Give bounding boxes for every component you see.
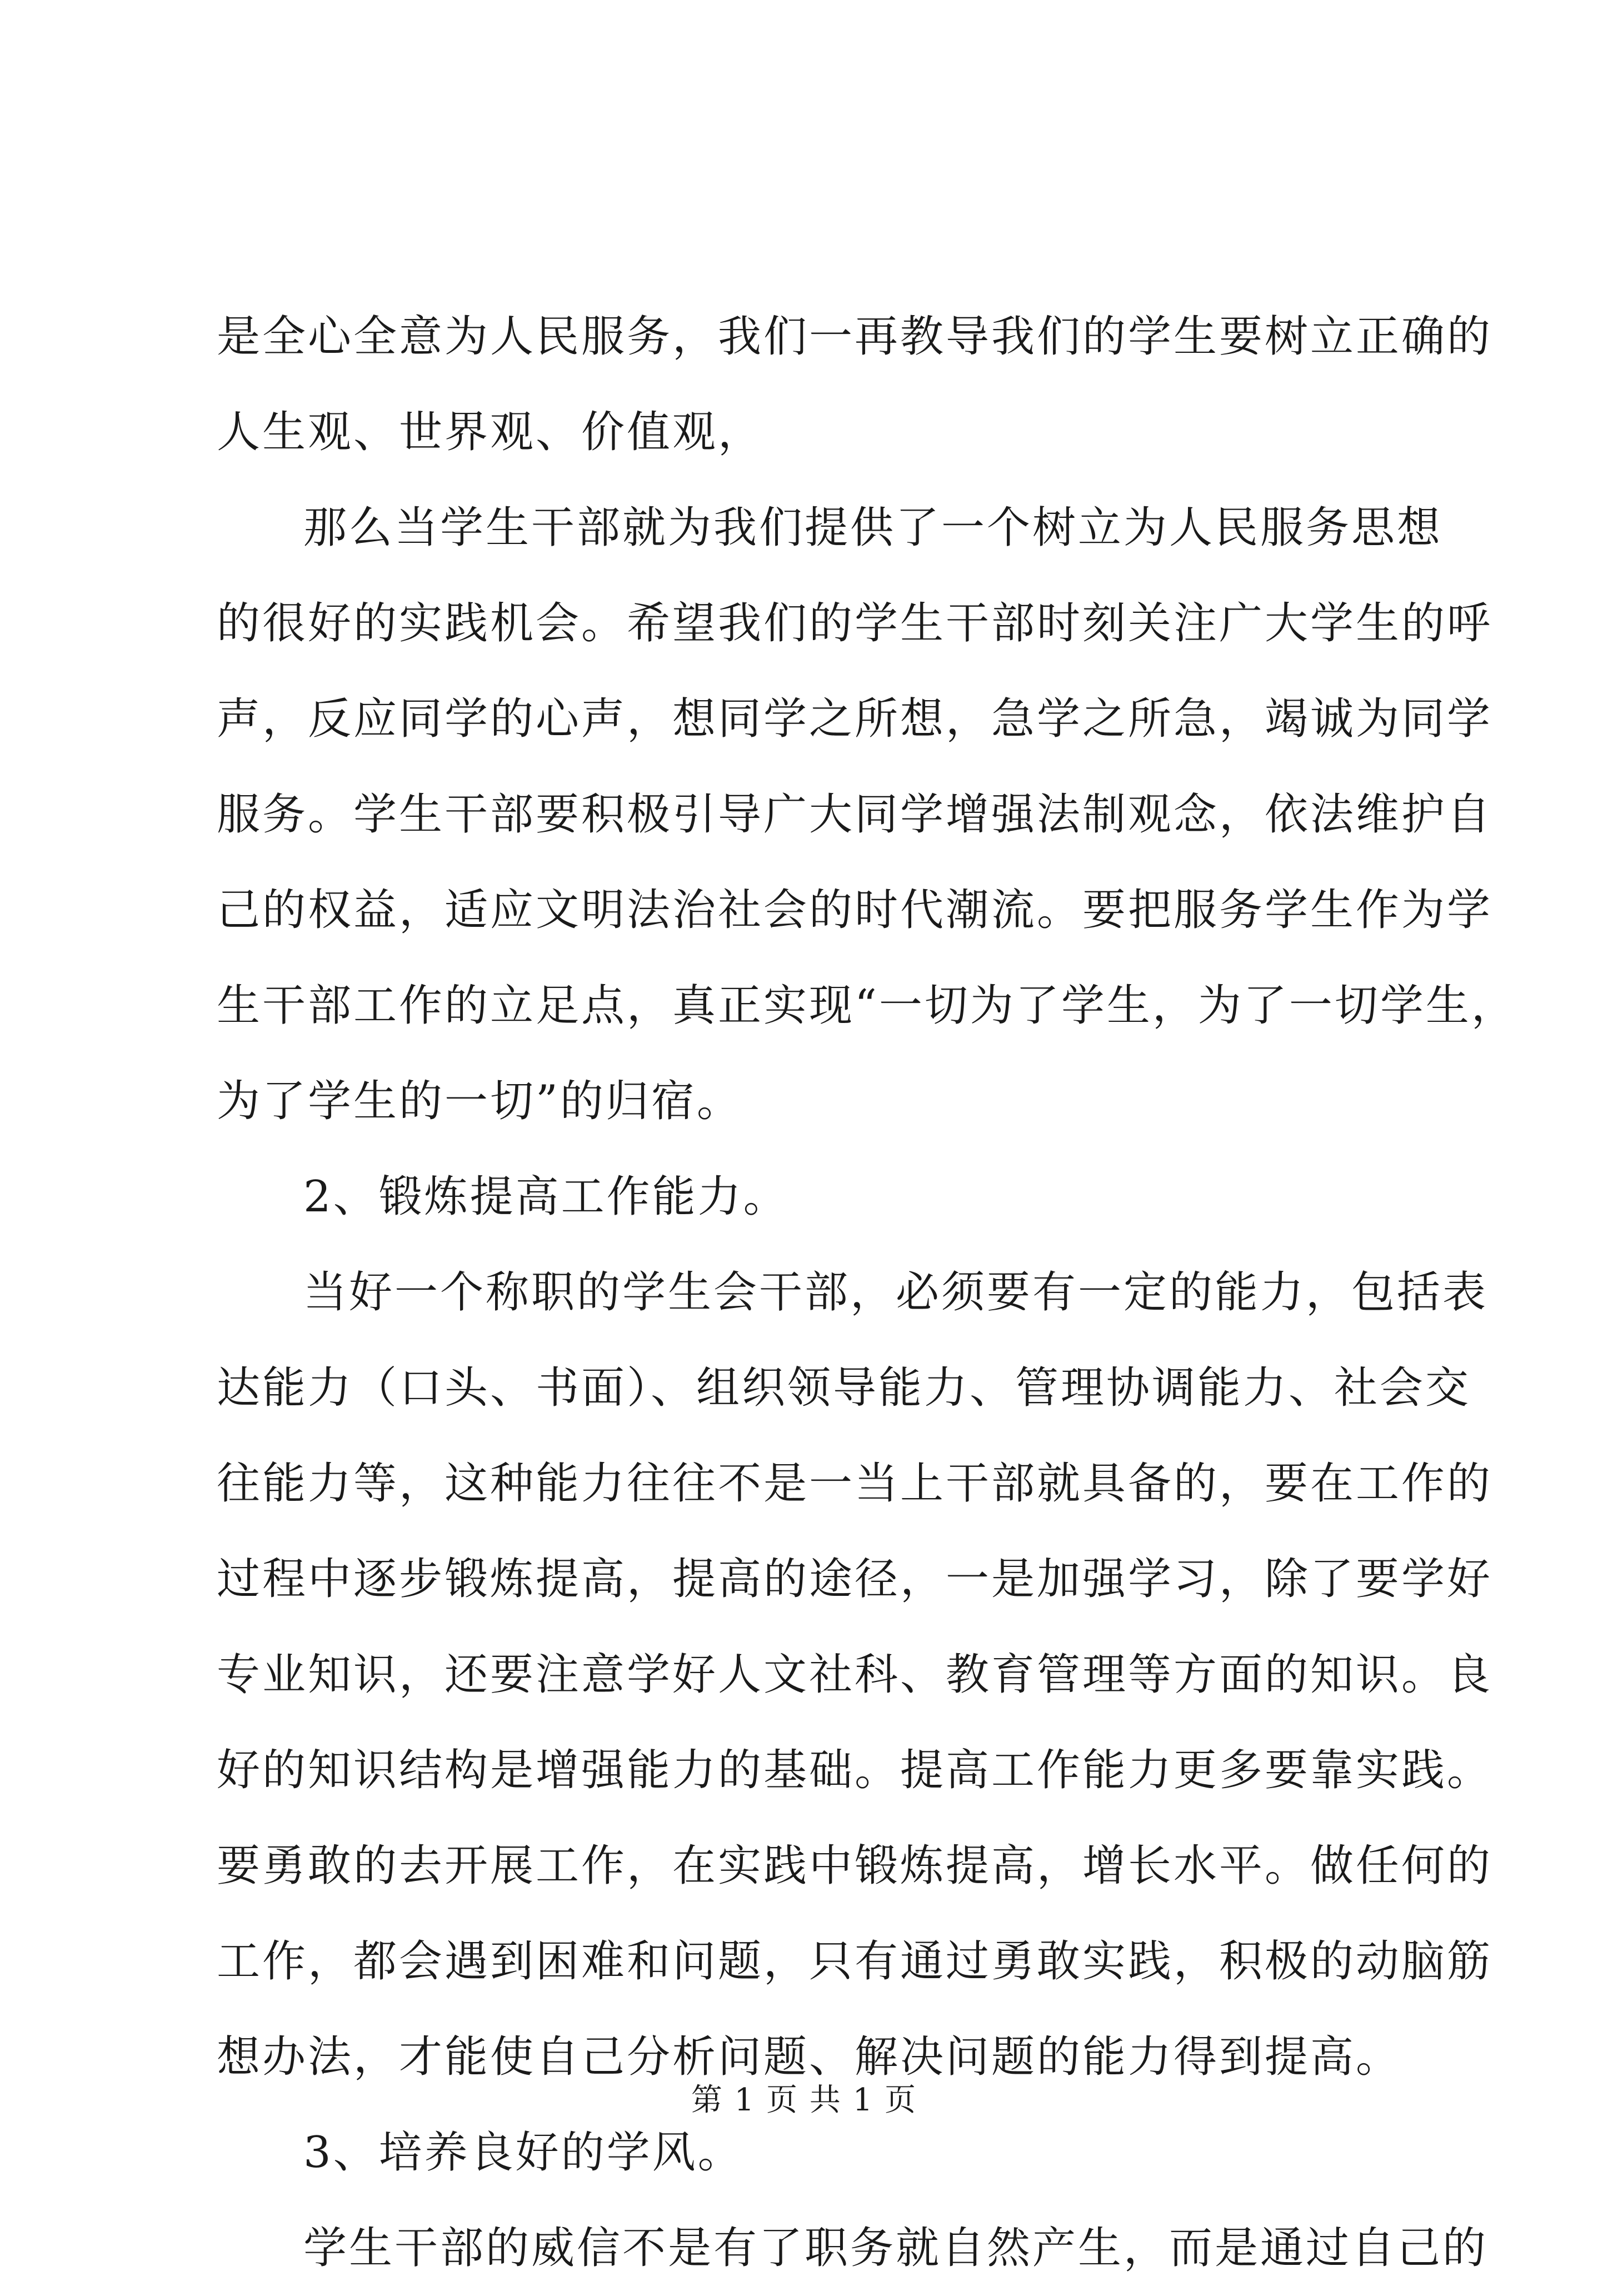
body-line: 己的权益，适应文明法治社会的时代潮流。要把服务学生作为学 (217, 885, 1493, 935)
body-line: 当好一个称职的学生会干部，必须要有一定的能力，包括表 (303, 1267, 1489, 1317)
body-line: 为了学生的一切”的归宿。 (217, 1076, 742, 1126)
body-line: 好的知识结构是增强能力的基础。提高工作能力更多要靠实践。 (217, 1745, 1493, 1795)
document-body (217, 289, 1517, 2296)
page-number-footer: 第 1 页 共 1 页 (691, 2082, 917, 2118)
body-line: 达能力（口头、书面）、组织领导能力、管理协调能力、社会交 (217, 1363, 1471, 1413)
body-line: 生干部工作的立足点，真正实现“一切为了学生，为了一切学生， (217, 981, 1517, 1031)
body-line: 那么当学生干部就为我们提供了一个树立为人民服务思想 (303, 503, 1443, 553)
body-line: 要勇敢的去开展工作，在实践中锻炼提高，增长水平。做任何的 (217, 1841, 1493, 1891)
body-line: 学生干部的威信不是有了职务就自然产生，而是通过自己的 (303, 2223, 1489, 2273)
body-line: 声，反应同学的心声，想同学之所想，急学之所急，竭诚为同学 (217, 694, 1493, 744)
body-line: 往能力等，这种能力往往不是一当上干部就具备的，要在工作的 (217, 1459, 1493, 1509)
body-line: 是全心全意为人民服务，我们一再教导我们的学生要树立正确的 (217, 312, 1493, 362)
body-line: 人生观、世界观、价值观， (217, 407, 764, 457)
body-line: 专业知识，还要注意学好人文社科、教育管理等方面的知识。良 (217, 1650, 1493, 1700)
body-line: 服务。学生干部要积极引导广大同学增强法制观念，依法维护自 (217, 790, 1493, 840)
section-heading: 3、培养良好的学风。 (303, 2128, 743, 2178)
body-line: 过程中逐步锻炼提高，提高的途径，一是加强学习，除了要学好 (217, 1554, 1493, 1604)
body-line: 的很好的实践机会。希望我们的学生干部时刻关注广大学生的呼 (217, 598, 1493, 648)
body-line: 工作，都会遇到困难和问题，只有通过勇敢实践，积极的动脑筋 (217, 1936, 1493, 1986)
body-line: 想办法，才能使自己分析问题、解决问题的能力得到提高。 (217, 2032, 1402, 2082)
section-heading: 2、锻炼提高工作能力。 (303, 1172, 789, 1222)
